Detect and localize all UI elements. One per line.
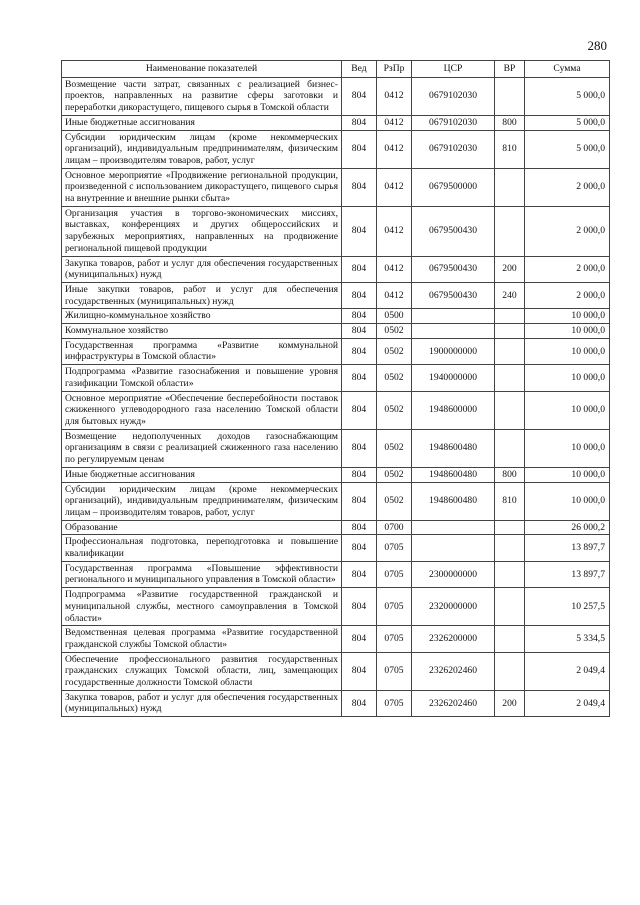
table-row: [62, 467, 610, 482]
row-ved-cell: 804: [342, 309, 377, 324]
table-row: [62, 168, 610, 206]
row-csr-cell: 0679500430: [412, 282, 495, 308]
header-sum: Сумма: [525, 61, 610, 78]
table-row: [62, 282, 610, 308]
row-name-cell: Жилищно-коммунальное хозяйство: [62, 309, 342, 324]
row-name-cell: Основное мероприятие «Обеспечение бесперебойности поставок сжиженного углеводородного газа населению Томской области для бытовых нужд»: [62, 391, 342, 429]
header-csr: ЦСР: [412, 61, 495, 78]
row-rzpr-cell: 0502: [377, 467, 412, 482]
row-sum-cell: 10 000,0: [525, 482, 610, 520]
row-sum-cell: 2 049,4: [525, 690, 610, 716]
row-name-cell: Основное мероприятие «Продвижение региональной продукции, произведенной с использованием дикорастущего, пищевого сырья на внутренние и внешние рынки сбыта»: [62, 168, 342, 206]
row-sum-cell: 2 000,0: [525, 168, 610, 206]
row-csr-cell: 0679102030: [412, 115, 495, 130]
row-name-cell: Подпрограмма «Развитие государственной гражданской и муниципальной службы, местного самоуправления в Томской области»: [62, 588, 342, 626]
row-ved-cell: 804: [342, 256, 377, 282]
row-sum-cell: 2 000,0: [525, 206, 610, 256]
row-ved-cell: 804: [342, 391, 377, 429]
row-vr-cell: [495, 206, 525, 256]
header-vr: ВР: [495, 61, 525, 78]
row-sum-cell: 5 000,0: [525, 115, 610, 130]
row-sum-cell: 13 897,7: [525, 561, 610, 587]
row-csr-cell: 2300000000: [412, 561, 495, 587]
table-row: [62, 561, 610, 587]
row-name-cell: Иные бюджетные ассигнования: [62, 467, 342, 482]
row-name-cell: Возмещение части затрат, связанных с реализацией бизнес-проектов, направленных на развитие сферы заготовки и переработки дикорастущего, пищевого сырья в Томской области: [62, 77, 342, 115]
row-rzpr-cell: 0705: [377, 652, 412, 690]
row-rzpr-cell: 0500: [377, 309, 412, 324]
table-row: [62, 588, 610, 626]
row-name-cell: Обеспечение профессионального развития государственных гражданских служащих Томской области, лиц, замещающих государственные должности Томской области: [62, 652, 342, 690]
row-vr-cell: 240: [495, 282, 525, 308]
table-row: [62, 365, 610, 391]
row-ved-cell: 804: [342, 690, 377, 716]
row-ved-cell: 804: [342, 652, 377, 690]
row-rzpr-cell: 0705: [377, 690, 412, 716]
row-sum-cell: 10 000,0: [525, 309, 610, 324]
row-name-cell: Ведомственная целевая программа «Развитие государственной гражданской службы Томской области»: [62, 626, 342, 652]
table-row: [62, 115, 610, 130]
table-row: [62, 626, 610, 652]
row-rzpr-cell: 0705: [377, 561, 412, 587]
row-csr-cell: 2326200000: [412, 626, 495, 652]
row-csr-cell: 0679500430: [412, 256, 495, 282]
row-rzpr-cell: 0412: [377, 282, 412, 308]
row-sum-cell: 13 897,7: [525, 535, 610, 561]
row-ved-cell: 804: [342, 535, 377, 561]
row-ved-cell: 804: [342, 520, 377, 535]
row-csr-cell: 0679500000: [412, 168, 495, 206]
row-name-cell: Субсидии юридическим лицам (кроме некоммерческих организаций), индивидуальным предпринимателям, физическим лицам – производителям товаров, работ, услуг: [62, 482, 342, 520]
row-vr-cell: 200: [495, 256, 525, 282]
table-row: [62, 429, 610, 467]
row-name-cell: Закупка товаров, работ и услуг для обеспечения государственных (муниципальных) нужд: [62, 256, 342, 282]
row-csr-cell: 0679102030: [412, 77, 495, 115]
table-row: [62, 338, 610, 364]
row-rzpr-cell: 0705: [377, 535, 412, 561]
row-vr-cell: [495, 391, 525, 429]
row-name-cell: Возмещение недополученных доходов газоснабжающим организациям в связи с реализацией сжиженного газа населению по регулируемым ценам: [62, 429, 342, 467]
row-csr-cell: [412, 520, 495, 535]
row-sum-cell: 10 000,0: [525, 365, 610, 391]
header-ved: Вед: [342, 61, 377, 78]
row-vr-cell: [495, 588, 525, 626]
row-csr-cell: 2320000000: [412, 588, 495, 626]
table-row: [62, 324, 610, 339]
row-sum-cell: 10 000,0: [525, 338, 610, 364]
row-name-cell: Профессиональная подготовка, переподготовка и повышение квалификации: [62, 535, 342, 561]
budget-table: [61, 60, 610, 717]
row-name-cell: Коммунальное хозяйство: [62, 324, 342, 339]
row-ved-cell: 804: [342, 482, 377, 520]
row-name-cell: Субсидии юридическим лицам (кроме некоммерческих организаций), индивидуальным предпринимателям, физическим лицам – производителям товаров, работ, услуг: [62, 130, 342, 168]
row-rzpr-cell: 0502: [377, 391, 412, 429]
row-rzpr-cell: 0412: [377, 77, 412, 115]
row-name-cell: Образование: [62, 520, 342, 535]
table-row: [62, 535, 610, 561]
row-vr-cell: [495, 77, 525, 115]
row-sum-cell: 2 000,0: [525, 282, 610, 308]
row-name-cell: Подпрограмма «Развитие газоснабжения и повышение уровня газификации Томской области»: [62, 365, 342, 391]
table-row: [62, 206, 610, 256]
table-row: [62, 309, 610, 324]
row-vr-cell: [495, 652, 525, 690]
row-vr-cell: [495, 535, 525, 561]
row-rzpr-cell: 0700: [377, 520, 412, 535]
table-row: [62, 652, 610, 690]
row-rzpr-cell: 0705: [377, 626, 412, 652]
row-ved-cell: 804: [342, 365, 377, 391]
row-ved-cell: 804: [342, 561, 377, 587]
row-sum-cell: 5 000,0: [525, 77, 610, 115]
row-name-cell: Государственная программа «Развитие коммунальной инфраструктуры в Томской области»: [62, 338, 342, 364]
row-csr-cell: [412, 309, 495, 324]
row-vr-cell: [495, 365, 525, 391]
row-ved-cell: 804: [342, 115, 377, 130]
row-rzpr-cell: 0502: [377, 482, 412, 520]
row-csr-cell: 1948600480: [412, 429, 495, 467]
row-csr-cell: [412, 535, 495, 561]
row-vr-cell: 800: [495, 115, 525, 130]
table-row: [62, 130, 610, 168]
row-rzpr-cell: 0412: [377, 130, 412, 168]
header-name: Наименование показателей: [62, 61, 342, 78]
row-ved-cell: 804: [342, 429, 377, 467]
row-csr-cell: 0679102030: [412, 130, 495, 168]
row-csr-cell: 0679500430: [412, 206, 495, 256]
row-csr-cell: 2326202460: [412, 690, 495, 716]
row-sum-cell: 10 257,5: [525, 588, 610, 626]
row-name-cell: Иные закупки товаров, работ и услуг для обеспечения государственных (муниципальных) нужд: [62, 282, 342, 308]
row-vr-cell: [495, 309, 525, 324]
row-ved-cell: 804: [342, 467, 377, 482]
row-csr-cell: 2326202460: [412, 652, 495, 690]
row-vr-cell: [495, 324, 525, 339]
row-ved-cell: 804: [342, 338, 377, 364]
table-row: [62, 520, 610, 535]
row-rzpr-cell: 0412: [377, 115, 412, 130]
row-rzpr-cell: 0502: [377, 324, 412, 339]
row-csr-cell: 1948600480: [412, 482, 495, 520]
table-row: [62, 482, 610, 520]
row-ved-cell: 804: [342, 77, 377, 115]
row-name-cell: Организация участия в торгово-экономических миссиях, выставках, конференциях и других общероссийских и зарубежных мероприятиях, направленных на продвижение региональной пищевой продукции: [62, 206, 342, 256]
row-vr-cell: 810: [495, 130, 525, 168]
row-ved-cell: 804: [342, 282, 377, 308]
row-csr-cell: [412, 324, 495, 339]
row-csr-cell: 1948600000: [412, 391, 495, 429]
table-header-row: [62, 61, 610, 78]
row-name-cell: Закупка товаров, работ и услуг для обеспечения государственных (муниципальных) нужд: [62, 690, 342, 716]
row-sum-cell: 10 000,0: [525, 391, 610, 429]
row-sum-cell: 2 000,0: [525, 256, 610, 282]
row-ved-cell: 804: [342, 324, 377, 339]
row-vr-cell: 200: [495, 690, 525, 716]
row-rzpr-cell: 0502: [377, 338, 412, 364]
row-ved-cell: 804: [342, 206, 377, 256]
row-sum-cell: 5 334,5: [525, 626, 610, 652]
row-ved-cell: 804: [342, 168, 377, 206]
table-row: [62, 391, 610, 429]
row-vr-cell: [495, 429, 525, 467]
row-vr-cell: [495, 561, 525, 587]
row-sum-cell: 10 000,0: [525, 324, 610, 339]
row-sum-cell: 10 000,0: [525, 429, 610, 467]
row-rzpr-cell: 0412: [377, 168, 412, 206]
row-csr-cell: 1948600480: [412, 467, 495, 482]
row-sum-cell: 2 049,4: [525, 652, 610, 690]
row-rzpr-cell: 0412: [377, 256, 412, 282]
row-rzpr-cell: 0502: [377, 365, 412, 391]
row-sum-cell: 26 000,2: [525, 520, 610, 535]
row-csr-cell: 1900000000: [412, 338, 495, 364]
row-ved-cell: 804: [342, 626, 377, 652]
row-vr-cell: [495, 168, 525, 206]
row-ved-cell: 804: [342, 130, 377, 168]
page-number: 280: [587, 38, 607, 53]
row-name-cell: Иные бюджетные ассигнования: [62, 115, 342, 130]
row-vr-cell: 810: [495, 482, 525, 520]
row-ved-cell: 804: [342, 588, 377, 626]
row-rzpr-cell: 0705: [377, 588, 412, 626]
row-vr-cell: 800: [495, 467, 525, 482]
header-rzpr: РзПр: [377, 61, 412, 78]
table-row: [62, 256, 610, 282]
row-name-cell: Государственная программа «Повышение эффективности регионального и муниципального управления в Томской области»: [62, 561, 342, 587]
row-csr-cell: 1940000000: [412, 365, 495, 391]
row-sum-cell: 10 000,0: [525, 467, 610, 482]
table-row: [62, 77, 610, 115]
row-sum-cell: 5 000,0: [525, 130, 610, 168]
row-vr-cell: [495, 338, 525, 364]
row-rzpr-cell: 0412: [377, 206, 412, 256]
row-rzpr-cell: 0502: [377, 429, 412, 467]
row-vr-cell: [495, 520, 525, 535]
table-row: [62, 690, 610, 716]
row-vr-cell: [495, 626, 525, 652]
